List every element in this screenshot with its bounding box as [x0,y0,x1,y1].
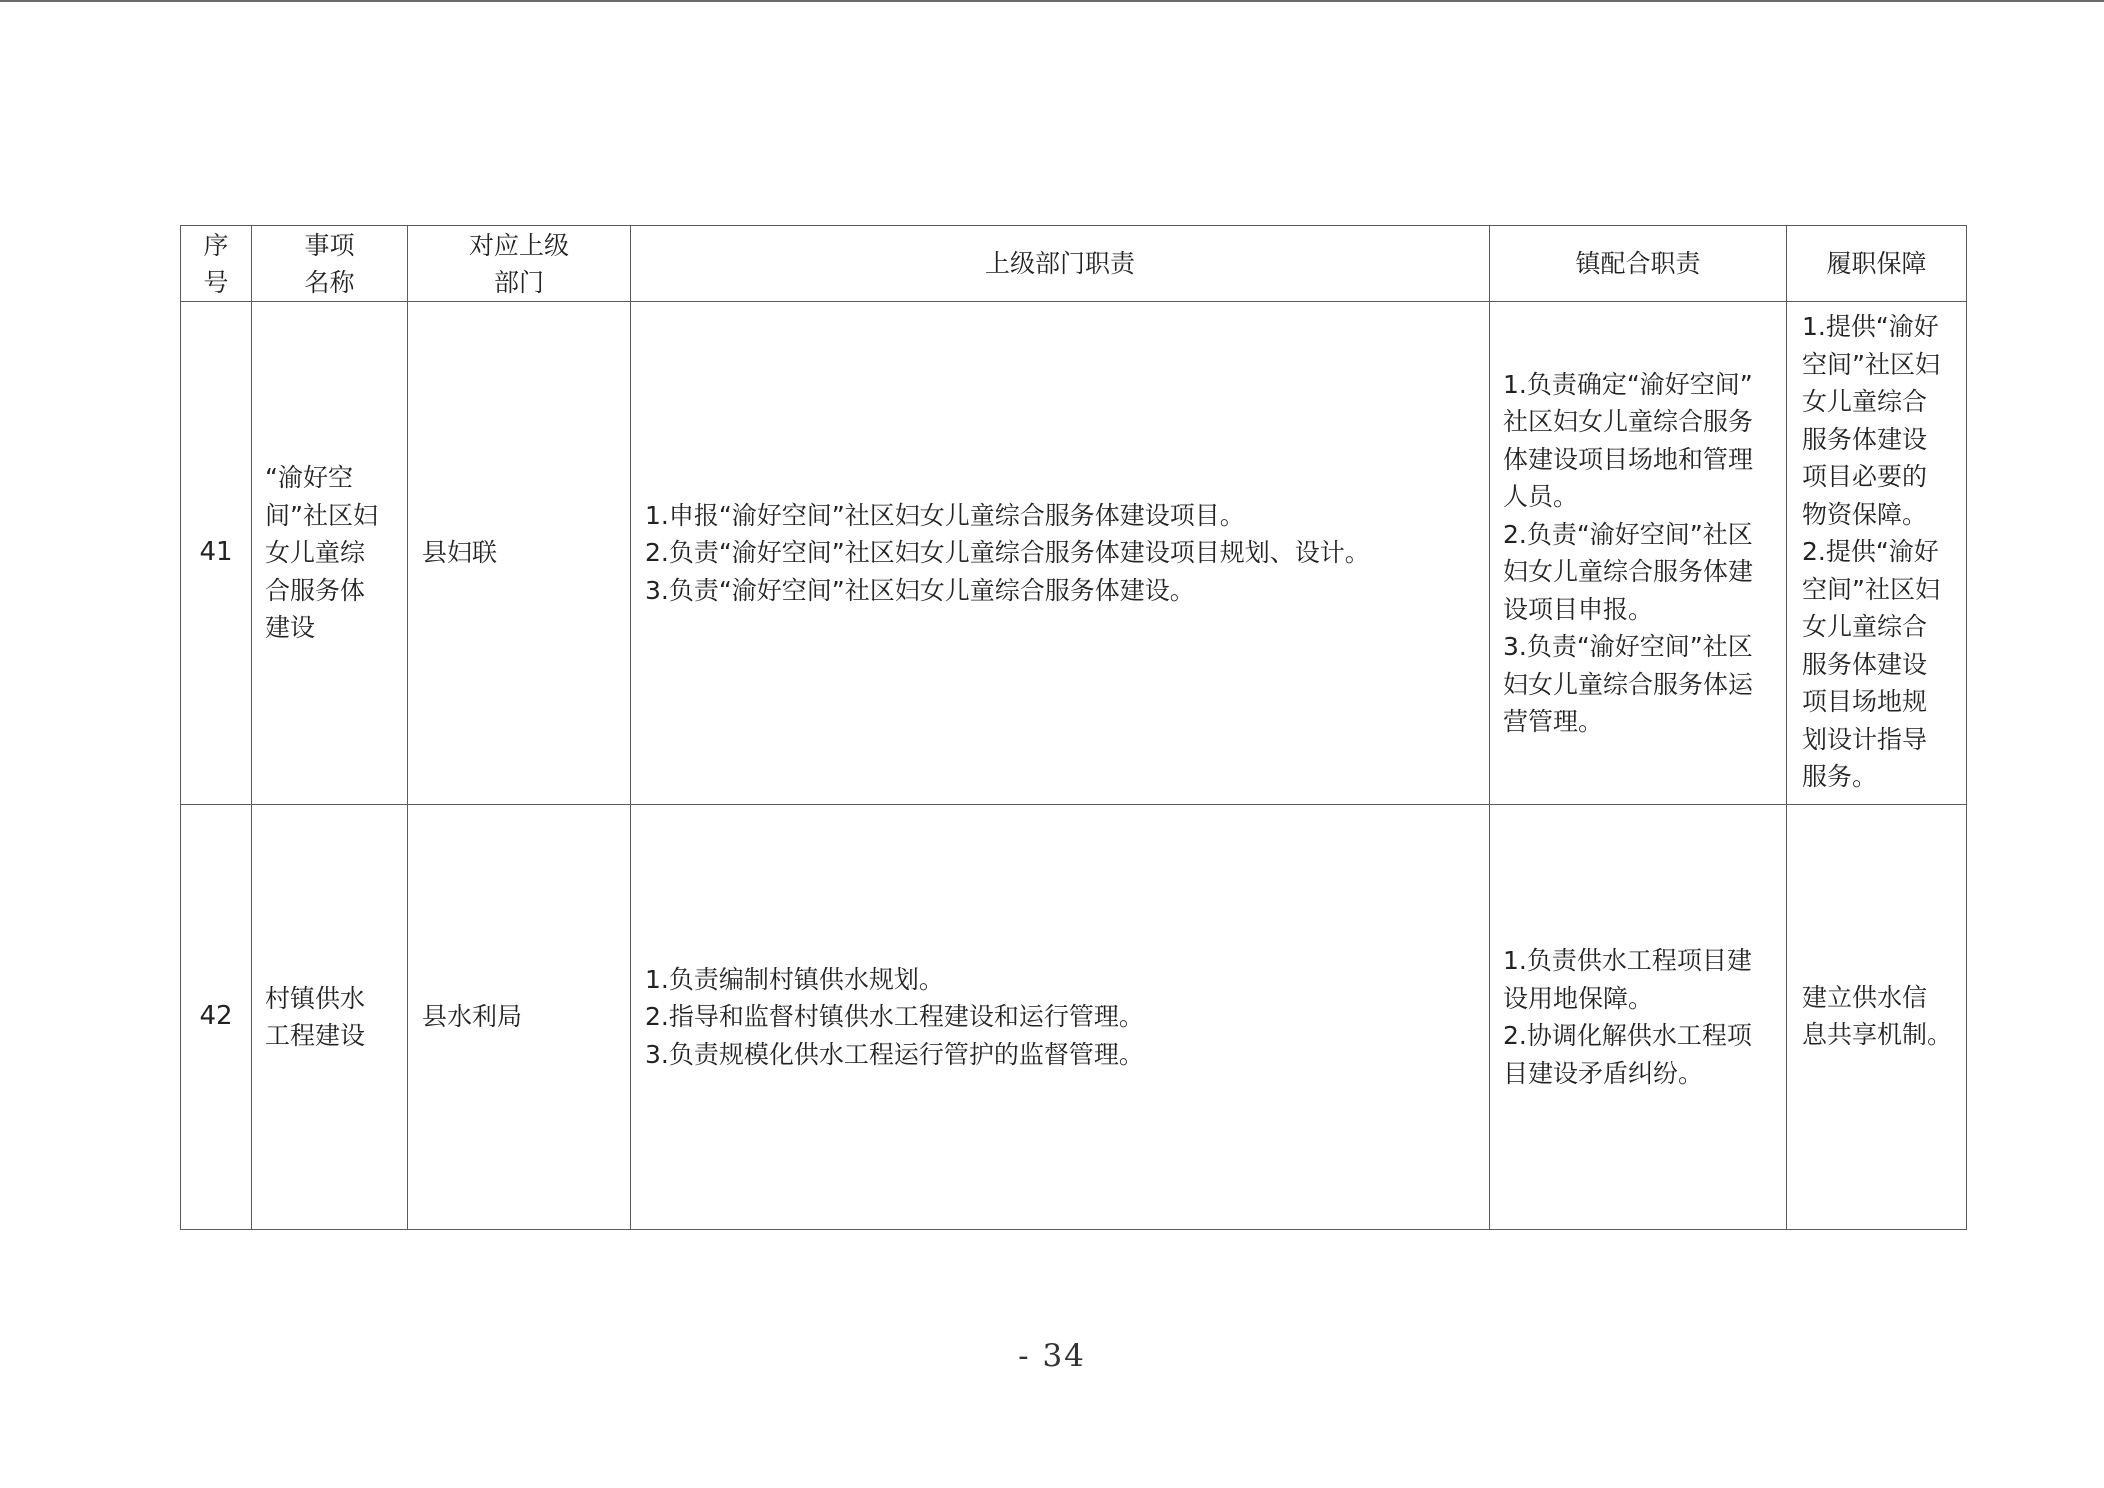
row-superior-duty: 1.申报“渝好空间”社区妇女儿童综合服务体建设项目。 2.负责“渝好空间”社区妇女儿童综合服务体建设项目规划、设计。 3.负责“渝好空间”社区妇女儿童综合服务体建设。 [631,302,1490,805]
header-superior-duty: 上级部门职责 [631,226,1490,302]
row-guarantee: 1.提供“渝好 空间”社区妇 女儿童综合 服务体建设 项目必要的 物资保障。 2.提供“渝好 空间”社区妇 女儿童综合 服务体建设 项目场地规 划设计指导 服务。 [1787,302,1967,805]
duty-table [180,225,1967,1230]
table-row [181,302,1967,805]
header-superior-dept: 对应上级 部门 [408,226,631,302]
page-top-border [0,0,2104,2]
row-superior-dept: 县妇联 [408,302,631,805]
row-town-duty: 1.负责确定“渝好空间” 社区妇女儿童综合服务 体建设项目场地和管理 人员。 2.负责“渝好空间”社区 妇女儿童综合服务体建 设项目申报。 3.负责“渝好空间”社区 妇女儿童综合服务体运 营管理。 [1490,302,1787,805]
header-item-name: 事项 名称 [252,226,408,302]
header-town-duty: 镇配合职责 [1490,226,1787,302]
row-town-duty: 1.负责供水工程项目建 设用地保障。 2.协调化解供水工程项 目建设矛盾纠纷。 [1490,805,1787,1230]
row-superior-duty: 1.负责编制村镇供水规划。 2.指导和监督村镇供水工程建设和运行管理。 3.负责规模化供水工程运行管护的监督管理。 [631,805,1490,1230]
row-superior-dept: 县水利局 [408,805,631,1230]
page-number: - 34 [1018,1338,1086,1374]
table-header-row [181,226,1967,302]
header-guarantee: 履职保障 [1787,226,1967,302]
table-row [181,805,1967,1230]
row-item-name: “渝好空 间”社区妇 女儿童综 合服务体 建设 [252,302,408,805]
row-seq: 42 [181,805,252,1230]
row-guarantee: 建立供水信 息共享机制。 [1787,805,1967,1230]
row-item-name: 村镇供水 工程建设 [252,805,408,1230]
row-seq: 41 [181,302,252,805]
header-seq: 序 号 [181,226,252,302]
